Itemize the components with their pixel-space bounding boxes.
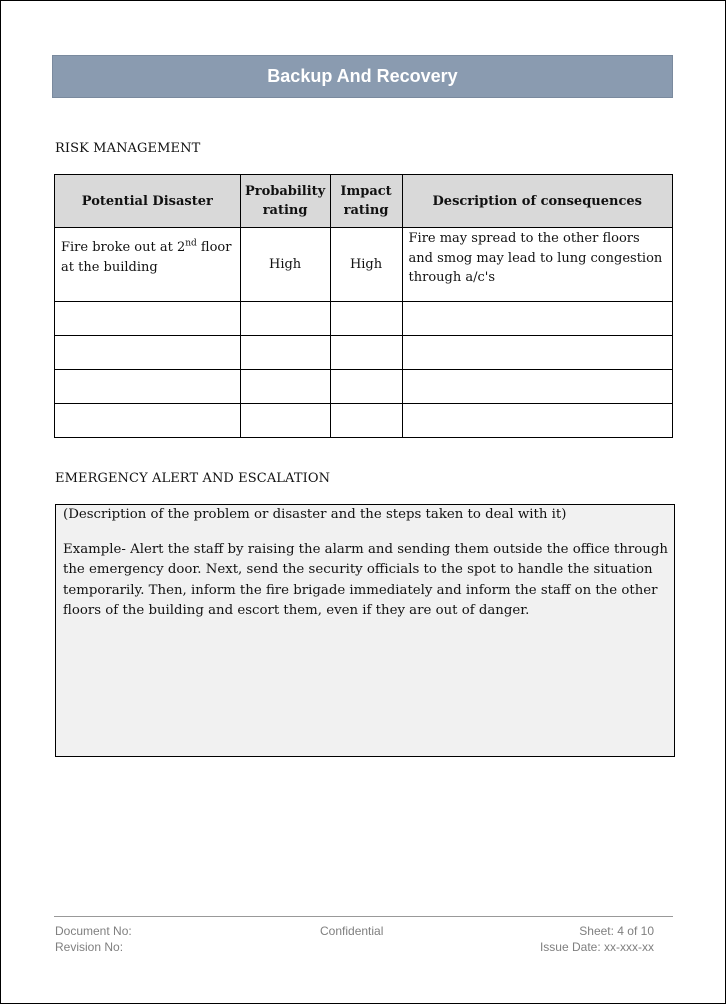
column-header-potential-disaster: Potential Disaster (55, 175, 241, 228)
empty-cell (55, 404, 241, 438)
column-header-impact-rating: Impact rating (330, 175, 402, 228)
probability-cell: High (240, 228, 330, 302)
empty-cell (402, 336, 672, 370)
emergency-intro-text: (Description of the problem or disaster and the steps taken to deal with it) (63, 507, 567, 522)
disaster-text-prefix: Fire broke out at 2 (61, 240, 186, 255)
table-row (55, 370, 673, 404)
ordinal-suffix: nd (185, 238, 197, 249)
emergency-heading: EMERGENCY ALERT AND ESCALATION (55, 471, 331, 486)
footer-left (55, 923, 132, 955)
empty-cell (402, 370, 672, 404)
emergency-example-text: Example- Alert the staff by raising the alarm and sending them outside the office through the emergency door. Next, send the security officials to the spot to handle the situation temporarily. Then, inform the fire brigade immediately and inform the staff on the other floors of the building and escort them, even if they are out of danger. (63, 541, 668, 618)
emergency-description-box (55, 504, 675, 757)
empty-cell (402, 404, 672, 438)
title-banner (52, 55, 673, 98)
empty-cell (240, 370, 330, 404)
issue-date: Issue Date: xx-xxx-xx (539, 940, 654, 954)
table-row (55, 336, 673, 370)
empty-cell (330, 370, 402, 404)
empty-cell (55, 336, 241, 370)
table-row (55, 302, 673, 336)
sheet-number: Sheet: 4 of 10 (579, 924, 654, 938)
empty-cell (240, 404, 330, 438)
footer-divider (54, 916, 673, 917)
potential-disaster-cell (55, 228, 241, 302)
page-title: Backup And Recovery (267, 66, 458, 86)
description-cell: Fire may spread to the other floors and smog may lead to lung congestion through a/c's (402, 228, 672, 302)
table-row (55, 404, 673, 438)
risk-management-heading: RISK MANAGEMENT (55, 141, 201, 156)
empty-cell (330, 302, 402, 336)
empty-cell (330, 336, 402, 370)
risk-table-header-row (55, 175, 673, 228)
confidential-label: Confidential (320, 924, 384, 938)
disaster-text-suffix: floor at the building (61, 240, 232, 275)
column-header-description: Description of consequences (402, 175, 672, 228)
empty-cell (55, 302, 241, 336)
empty-cell (240, 302, 330, 336)
revision-number-label: Revision No: (55, 940, 124, 954)
footer-right (540, 923, 654, 955)
impact-cell: High (330, 228, 402, 302)
column-header-probability-rating: Probability rating (240, 175, 330, 228)
table-row (55, 228, 673, 302)
risk-table (54, 174, 673, 438)
document-number-label: Document No: (55, 924, 132, 938)
empty-cell (330, 404, 402, 438)
footer-center (320, 923, 383, 939)
empty-cell (240, 336, 330, 370)
empty-cell (402, 302, 672, 336)
empty-cell (55, 370, 241, 404)
